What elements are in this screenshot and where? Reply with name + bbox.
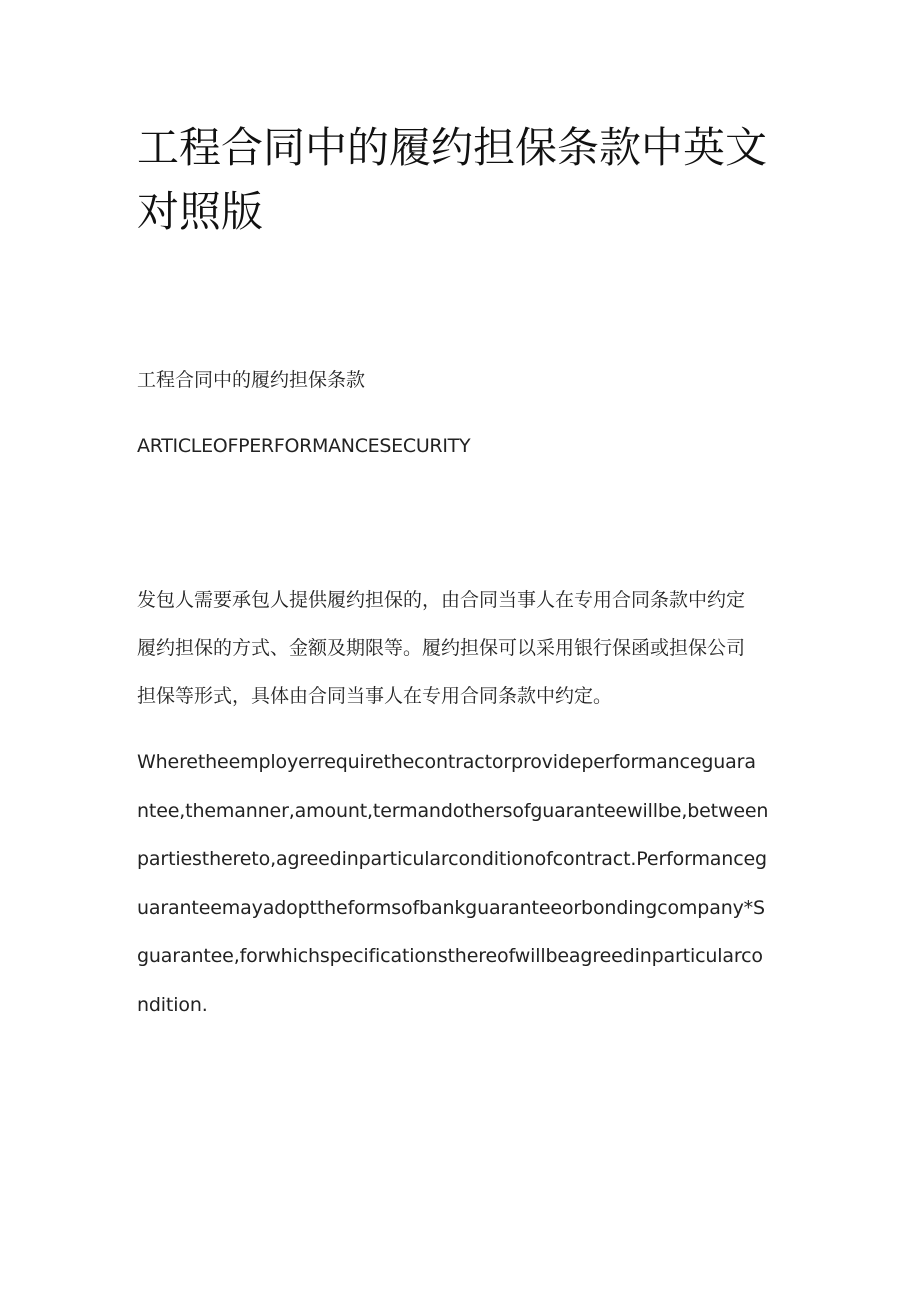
title-line: 工程合同中的履约担保条款中英文 [137,123,768,172]
paragraph-line: ndition. [137,993,208,1016]
section-heading-chinese: 工程合同中的履约担保条款 [137,369,366,391]
paragraph-line: 发包人需要承包人提供履约担保的，由合同当事人在专用合同条款中约定 [137,589,746,611]
document-title [137,116,787,244]
paragraph-chinese [137,576,797,720]
section-heading-english: ARTICLEOFPERFORMANCESECURITY [137,435,471,457]
title-line: 对照版 [137,187,264,236]
paragraph-line: 履约担保的方式、金额及期限等。履约担保可以采用银行保函或担保公司 [137,637,746,659]
paragraph-line: Wheretheemployerrequirethecontractorprovideperformanceguara [137,751,756,773]
paragraph-line: guarantee,forwhichspecificationsthereofwillbeagreedinparticularco [137,945,763,967]
paragraph-line: 担保等形式，具体由合同当事人在专用合同条款中约定。 [137,685,613,707]
paragraph-line: uaranteemayadopttheformsofbankguaranteeorbondingcompany*S [137,896,765,919]
paragraph-english [137,738,797,1029]
paragraph-line: ntee,themanner,amount,termandothersofguaranteewillbe,between [137,799,769,822]
paragraph-line: partiesthereto,agreedinparticularconditionofcontract.Performanceg [137,848,767,870]
